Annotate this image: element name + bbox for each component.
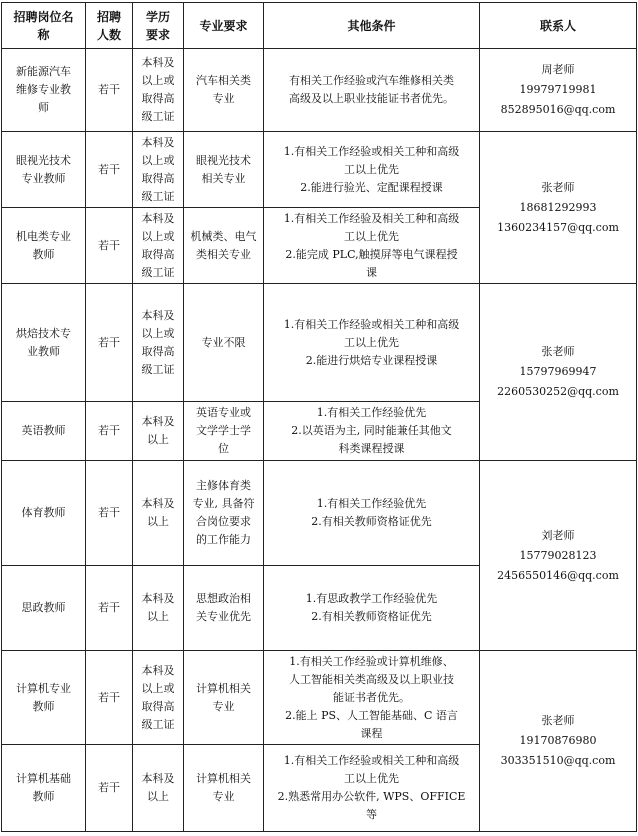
header-count: 招聘 人数 (86, 3, 133, 49)
position-cell: 机电类专业 教师 (2, 208, 86, 284)
major-cell: 英语专业或 文学学士学 位 (184, 402, 264, 461)
contact-cell: 刘老师 15779028123 2456550146@qq.com (480, 461, 637, 651)
position-cell: 烘焙技术专 业教师 (2, 284, 86, 402)
header-row (2, 3, 637, 49)
count-cell: 若干 (86, 284, 133, 402)
conditions-cell: 1.有相关工作经验优先 2.有相关教师资格证优先 (264, 461, 480, 566)
contact-cell: 张老师 15797969947 2260530252@qq.com (480, 284, 637, 461)
position-cell: 思政教师 (2, 566, 86, 651)
header-position: 招聘岗位名 称 (2, 3, 86, 49)
education-cell: 本科及 以上 (133, 402, 184, 461)
conditions-cell: 1.有相关工作经验或计算机维修、 人工智能相关类高级及以上职业技 能证书者优先。 2.能上 PS、人工智能基础、C 语言 课程 (264, 651, 480, 745)
contact-cell: 张老师 18681292993 1360234157@qq.com (480, 132, 637, 284)
position-cell: 新能源汽车 维修专业教 师 (2, 49, 86, 132)
conditions-cell: 有相关工作经验或汽车维修相关类 高级及以上职业技能证书者优先。 (264, 49, 480, 132)
major-cell: 计算机相关 专业 (184, 745, 264, 832)
position-cell: 英语教师 (2, 402, 86, 461)
count-cell: 若干 (86, 461, 133, 566)
position-cell: 体育教师 (2, 461, 86, 566)
conditions-cell: 1.有相关工作经验及相关工种和高级 工以上优先 2.能完成 PLC,触摸屏等电气课程授 课 (264, 208, 480, 284)
header-conditions: 其他条件 (264, 3, 480, 49)
contact-cell: 周老师 19979719981 852895016@qq.com (480, 49, 637, 132)
conditions-cell: 1.有相关工作经验或相关工种和高级 工以上优先 2.能进行烘焙专业课程授课 (264, 284, 480, 402)
education-cell: 本科及 以上 (133, 461, 184, 566)
count-cell: 若干 (86, 566, 133, 651)
contact-cell: 张老师 19170876980 303351510@qq.com (480, 651, 637, 832)
position-cell: 计算机专业 教师 (2, 651, 86, 745)
position-cell: 计算机基础 教师 (2, 745, 86, 832)
table-row (2, 132, 637, 208)
count-cell: 若干 (86, 651, 133, 745)
major-cell: 汽车相关类 专业 (184, 49, 264, 132)
education-cell: 本科及 以上 (133, 566, 184, 651)
count-cell: 若干 (86, 402, 133, 461)
table-row (2, 284, 637, 402)
major-cell: 计算机相关 专业 (184, 651, 264, 745)
count-cell: 若干 (86, 208, 133, 284)
table-row (2, 49, 637, 132)
header-contact: 联系人 (480, 3, 637, 49)
education-cell: 本科及 以上或 取得高 级工证 (133, 132, 184, 208)
position-cell: 眼视光技术 专业教师 (2, 132, 86, 208)
count-cell: 若干 (86, 132, 133, 208)
header-major: 专业要求 (184, 3, 264, 49)
education-cell: 本科及 以上或 取得高 级工证 (133, 284, 184, 402)
recruitment-table (1, 2, 637, 832)
education-cell: 本科及 以上或 取得高 级工证 (133, 651, 184, 745)
major-cell: 思想政治相 关专业优先 (184, 566, 264, 651)
major-cell: 专业不限 (184, 284, 264, 402)
education-cell: 本科及 以上 (133, 745, 184, 832)
conditions-cell: 1.有相关工作经验或相关工种和高级 工以上优先 2.熟悉常用办公软件, WPS、OFFICE 等 (264, 745, 480, 832)
education-cell: 本科及 以上或 取得高 级工证 (133, 49, 184, 132)
conditions-cell: 1.有思政教学工作经验优先 2.有相关教师资格证优先 (264, 566, 480, 651)
conditions-cell: 1.有相关工作经验或相关工种和高级 工以上优先 2.能进行验光、定配课程授课 (264, 132, 480, 208)
conditions-cell: 1.有相关工作经验优先 2.以英语为主, 同时能兼任其他文 科类课程授课 (264, 402, 480, 461)
major-cell: 机械类、电气 类相关专业 (184, 208, 264, 284)
major-cell: 眼视光技术 相关专业 (184, 132, 264, 208)
count-cell: 若干 (86, 745, 133, 832)
count-cell: 若干 (86, 49, 133, 132)
major-cell: 主修体育类 专业, 具备符 合岗位要求 的工作能力 (184, 461, 264, 566)
table-row (2, 651, 637, 745)
header-education: 学历 要求 (133, 3, 184, 49)
education-cell: 本科及 以上或 取得高 级工证 (133, 208, 184, 284)
table-row (2, 461, 637, 566)
